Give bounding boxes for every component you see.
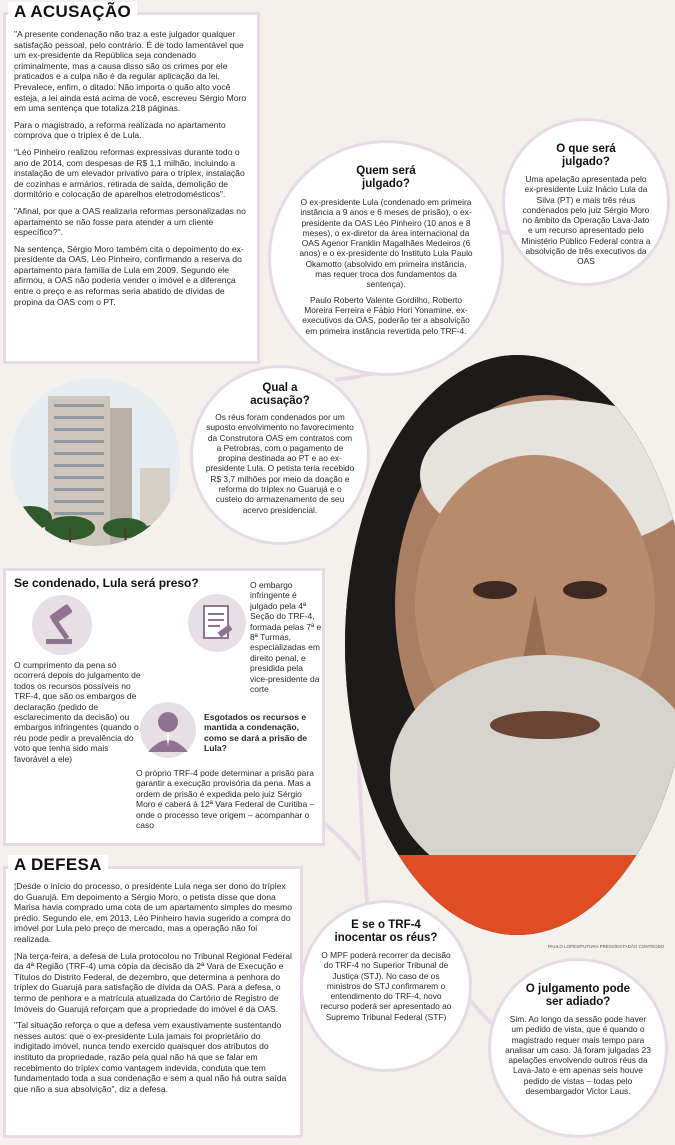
oque-circle	[502, 118, 670, 286]
defesa-paragraph-2: ¦Na terça-feira, a defesa de Lula protocolou no Tribunal Regional Federal da 4ª Região (TRF-4) uma cópia da decisão da 2ª Vara de Execução e Títulos do Distrito Federal, de dezembro, que determina a penhora do tríplex do Guarujá para satisfação de dívida da OAS. Para a defesa, o termo de penhora e a matrícula atualizada do Cartório de Registro de Imóveis do Guarujá reforçam que a propriedade do imóvel é da OAS.	[14, 950, 292, 1014]
inocentar-circle	[300, 900, 472, 1072]
defesa-title: A DEFESA	[8, 855, 108, 875]
qual-text: Os réus foram condenados por um suposto envolvimento no favorecimento da Construtora OAS em contratos com a Petrobras, com o pagamento de propina destinada ao PT e ao ex-presidente Lula. O petista teria recebido R$ 3,7 milhões por meio da doação e reforma do tríplex no Guarujá e o custeio do armazenamento de seu acervo presidencial.	[205, 412, 355, 515]
document-icon	[188, 594, 246, 652]
oque-text: Uma apelação apresentada pelo ex-presidente Luiz Inácio Lula da Silva (PT) e mais três réus condenados pelo juiz Sérgio Moro no âmbito da Operação Lava-Jato e um recurso apresentado pelo Ministério Público Federal contra a absolvição de três executivos da OAS	[521, 174, 651, 267]
quem-text-2: Paulo Roberto Valente Gordilho, Roberto Moreira Ferreira e Fábio Hori Yonamine, ex-executivos da OAS, poderão ter a absolvição em primeira instância revertida pelo TRF-4.	[302, 294, 470, 336]
acusacao-paragraph-3: "Léo Pinheiro realizou reformas expressivas durante todo o ano de 2014, com despesas de R$ 1,1 milhão, incluindo a instalação de um elevador privativo para o tríplex, instalação de cozinhas e armários, retirada de saída, demolição de dormitório e colocação de aparelhos eletrodomésticos".	[14, 146, 245, 200]
preso-cumprimento: O cumprimento da pena só ocorrerá depois do julgamento de todos os recursos possíveis no TRF-4, que são os embargos de declaração (pedido de esclarecimento da decisão) ou embargos infringentes (quando o réu pode pedir a prevalência do voto que tenha sido mais favorável a ele)	[14, 660, 141, 764]
defesa-paragraph-3: "Tal situação reforça o que a defesa vem exaustivamente sustentando nesses autos: que o ex-presidente Lula jamais foi proprietário do indigitado imóvel, nunca tendo exercido quaisquer dos atributos do instituto da propriedade, razão pela qual não há que se falar em recebimento do tríplex como vantagem indevida, conduta que tem fundamentado toda a sua condenação e sem a qual não há outra saída que não a sua absolvição", diz a defesa.	[14, 1020, 287, 1094]
acusacao-paragraph-1: "A presente condenação não traz a este julgador qualquer satisfação pessoal, pelo contrário. É de todo lamentável que um ex-presidente da República seja condenado criminalmente, mas a causa disso são os crimes por ele praticados e a culpa não é da regular aplicação da lei. Prevalece, enfim, o ditado: Não importa o quão alto você esteja, a lei ainda está acima de você, escreveu Sérgio Moro em uma sentença que totaliza 218 páginas.	[14, 29, 247, 114]
person-icon	[140, 702, 196, 758]
quem-circle	[268, 140, 504, 376]
acusacao-paragraph-2: Para o magistrado, a reforma realizada no apartamento comprova que o tríplex é de Lula.	[14, 119, 226, 141]
adiado-text: Sim. Ao longo da sessão pode haver um pedido de vista, que é quando o magistrado requer mais tempo para analisar um caso. Já foram julgadas 23 apelações envolvendo outros réus da Lava-Jato e em apenas seis houve pedido de vistas – todas pelo desembargador Victor Laus.	[505, 1014, 651, 1097]
preso-embargo: O embargo infringente é julgado pela 4ª Seção do TRF-4, formada pelas 7ª e 8ª Turmas, especializadas em direito penal, e presidida pela vice-presidente da corte	[250, 580, 322, 695]
adiado-circle	[488, 958, 668, 1138]
defesa-paragraph-1: ¦Desde o início do processo, o presidente Lula nega ser dono do tríplex do Guarujá. Em depoimento a Sérgio Moro, o petista disse que dona Marisa havia comprado uma cota de um apartamento simples do mesmo prédio. Segundo ele, em 2013, Léo Pinheiro havia sugerido a compra do imóvel por Lula pelo preço de mercado, mas a operação não foi realizada.	[14, 881, 292, 944]
building-photo	[10, 378, 180, 546]
preso-title: Se condenado, Lula será preso?	[14, 576, 199, 590]
portrait-illustration	[345, 355, 675, 935]
preso-esgotados-text: O próprio TRF-4 pode determinar a prisão para garantir a execução provisória da pena. Mas a ordem de prisão é expedida pelo juiz Sérgio Moro e caberá à 12ª Vara Federal de Curitiba – onde o processo teve origem – acompanhar o caso	[136, 768, 315, 831]
inocentar-text: O MPF poderá recorrer da decisão do TRF-4 no Superior Tribunal de Justiça (STJ). No caso de os ministros do STJ confirmarem o entendimento do TRF-4, novo recurso poderá ser apresentado ao Supremo Tribunal Federal (STF)	[320, 950, 452, 1022]
building-illustration	[10, 378, 180, 546]
preso-esgotados-title: Esgotados os recursos e mantida a condenação, como se dará a prisão de Lula?	[204, 712, 308, 754]
inocentar-title: E se o TRF-4 inocentar os réus?	[334, 919, 438, 944]
quem-title: Quem será julgado?	[356, 165, 416, 190]
acusacao-title: A ACUSAÇÃO	[8, 2, 137, 22]
defesa-box	[3, 866, 303, 1138]
quem-text-1: O ex-presidente Lula (condenado em primeira instância a 9 anos e 6 meses de prisão), o ex-presidente da OAS Léo Pinheiro (10 anos e 8 meses), o ex-diretor da área internacional da OAS Agenor Franklin Magalhães Medeiros (6 anos) e o ex-presidente do Instituto Lula Paulo Okamotto (absolvido em primeira instância, mas requer troca dos fundamentos da sentença).	[299, 197, 473, 290]
acusacao-paragraph-4: "Afinal, por que a OAS realizaria reformas personalizadas no apartamento se não fosse para atender a um cliente específico?".	[14, 205, 246, 238]
oque-title: O que será julgado?	[556, 143, 616, 168]
adiado-title: O julgamento pode ser adiado?	[525, 983, 631, 1008]
acusacao-box	[3, 12, 260, 364]
qual-circle	[190, 365, 370, 545]
gavel-icon-1	[32, 595, 92, 655]
acusacao-paragraph-5: Na sentença, Sérgio Moro também cita o depoimento do ex-presidente da OAS, Léo Pinheiro, confirmando a reserva do apartamento para família de Lula em 2009. Segundo ele afirmou, a OAS não poderia vender o imóvel e a diferença entre o preço e as reformas seria abatido de dívidas de propina da OAS com o PT.	[14, 243, 244, 307]
lula-photo	[345, 355, 675, 935]
qual-title: Qual a acusação?	[250, 382, 310, 407]
photo-credit: PAULO LOPES/FUTURA PRESS/ESTADÃO CONTEÚDO	[548, 944, 665, 949]
